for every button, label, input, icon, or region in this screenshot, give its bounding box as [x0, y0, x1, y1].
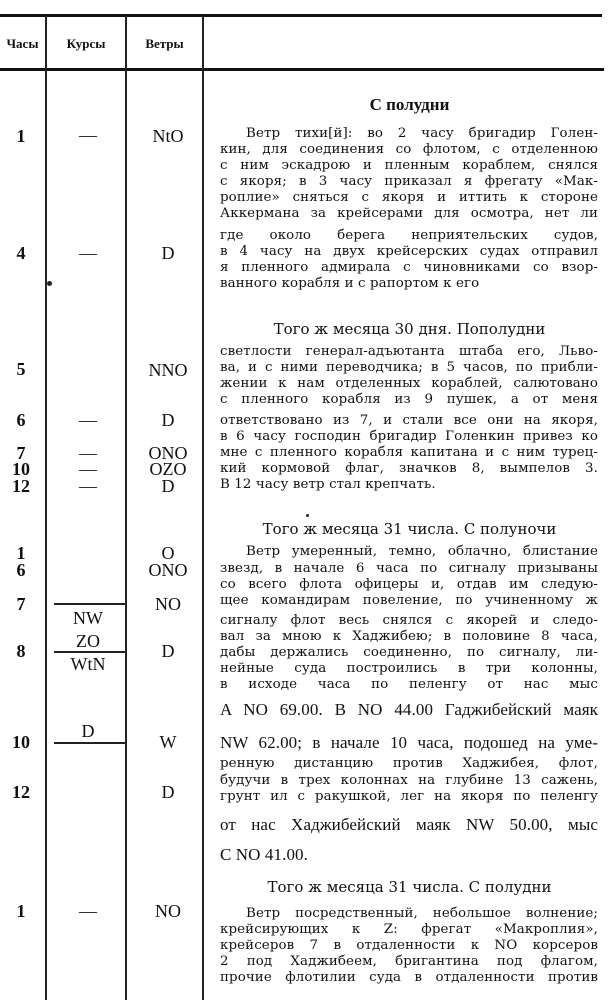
- course-cell: WtN: [70, 654, 106, 674]
- log-text-line: с якоря; в 3 часу приказал я фрегату «Мак-: [220, 174, 598, 189]
- log-text-line: Ветр тихи[й]: во 2 часу бригадир Голен-: [246, 126, 598, 141]
- log-text-line: звезд, в начале 6 часа по сигналу призываны: [220, 561, 598, 576]
- hour-cell: 1: [16, 543, 26, 563]
- course-change-rule: [54, 651, 126, 653]
- log-text-line: кий кормовой флаг, значков 8, вымпелов 3.: [220, 461, 598, 476]
- log-text-line: в 6 часу господин бригадир Голенкин привез ко: [220, 429, 598, 444]
- course-cell: NW: [73, 608, 103, 628]
- ink-speck: [47, 281, 52, 286]
- hour-cell: 12: [12, 476, 30, 496]
- wind-cell: O: [161, 543, 175, 563]
- log-text-line: Аккермана за крейсерами для осмотра, нет ли: [220, 206, 598, 221]
- course-cell: —: [79, 459, 97, 479]
- hour-cell: 7: [16, 594, 26, 614]
- wind-cell: D: [161, 243, 175, 263]
- section-heading: Того ж месяца 30 дня. Пополудни: [273, 320, 546, 338]
- wind-cell: NNO: [148, 360, 188, 380]
- wind-cell: ONO: [148, 443, 188, 463]
- course-cell: —: [79, 476, 97, 496]
- hour-cell: 1: [16, 126, 26, 146]
- log-text-line: В 12 часу ветр стал крепчать.: [220, 477, 436, 492]
- bearing-line: C NO 41.00.: [220, 845, 308, 864]
- hour-cell: 8: [16, 641, 26, 661]
- log-text-line: нейные суда построились в три колонны,: [220, 661, 598, 676]
- log-text-line: светлости генерал-адъютанта штаба его, Льво-: [220, 344, 598, 359]
- wind-cell: D: [161, 410, 175, 430]
- log-text-line: жении к нам отделенных кораблей, салютовано: [220, 376, 598, 391]
- wind-cell: OZO: [149, 459, 187, 479]
- course-cell: —: [79, 125, 97, 145]
- column-divider-winds: [202, 16, 204, 1000]
- header-winds: Ветры: [145, 36, 184, 51]
- course-cell: —: [79, 901, 97, 921]
- log-text-line: ренную дистанцию против Хаджибея, флот,: [220, 756, 598, 771]
- course-change-rule: [54, 603, 126, 605]
- log-text-line: грунт ил с ракушкой, лег на якоря по пеленгу: [220, 789, 598, 804]
- wind-cell: W: [159, 732, 177, 752]
- hour-cell: 10: [12, 732, 30, 752]
- wind-cell: D: [161, 782, 175, 802]
- hour-cell: 12: [12, 782, 30, 802]
- wind-cell: NtO: [152, 126, 184, 146]
- column-divider-courses: [125, 16, 127, 1000]
- log-text-line: щее командирам повеление, по учиненному ж: [220, 593, 598, 608]
- hour-cell: 6: [16, 410, 26, 430]
- log-text-line: будучи в трех колоннах на глубине 13 сажень,: [220, 773, 598, 788]
- section-heading: Того ж месяца 31 числа. С полудни: [267, 878, 552, 896]
- top-rule: [0, 14, 602, 17]
- log-text-line: крейсеров 7 в отдаленности к NO корсеров: [220, 938, 598, 953]
- log-text-line: вал за мною к Хаджибею; в половине 8 часа,: [220, 629, 598, 644]
- ink-speck: [306, 514, 309, 517]
- header-courses: Курсы: [66, 36, 106, 51]
- course-cell: —: [79, 443, 97, 463]
- bearing-line: A NO 69.00. B NO 44.00 Гаджибейский маяк: [220, 700, 598, 719]
- course-cell: —: [79, 243, 97, 263]
- wind-cell: NO: [155, 901, 181, 921]
- hour-cell: 4: [16, 243, 26, 263]
- log-text-line: в 4 часу на двух крейсерских судах отправил: [220, 244, 598, 259]
- log-text-line: с ним эскадрою и пленным кораблем, снялся: [220, 158, 598, 173]
- course-cell: —: [79, 410, 97, 430]
- hour-cell: 1: [16, 901, 26, 921]
- log-text-line: Ветр посредственный, небольшое волнение;: [246, 906, 598, 921]
- log-text-line: в исходе часа по пеленгу от нас мыс: [220, 677, 598, 692]
- header-hours: Часы: [6, 36, 39, 51]
- column-divider-hours: [45, 16, 47, 1000]
- hour-cell: 7: [16, 443, 26, 463]
- log-text-line: роплие» сняться с якоря и иттить к стороне: [220, 190, 598, 205]
- course-change-rule: [54, 742, 126, 744]
- log-text-line: ответствовано из 7, и стали все они на якоря,: [220, 413, 598, 428]
- log-text-line: дабы держались соединенно, по сигналу, ли-: [220, 645, 598, 660]
- log-text-line: где около берега неприятельских судов,: [220, 228, 598, 243]
- log-text-line: со всего флота офицеры и, отдав им следую-: [220, 577, 598, 592]
- log-text-line: с пленного корабля из 9 пушек, а от меня: [220, 392, 598, 407]
- log-text-line: Ветр умеренный, темно, облачно, блистание: [246, 544, 598, 559]
- log-text-line: кин, для соединения со флотом, с отделенною: [220, 142, 598, 157]
- log-text-line: мне с пленного корабля капитана и с ним турец-: [220, 445, 598, 460]
- log-text-line: крейсирующих к Z: фрегат «Макроплия»,: [220, 922, 598, 937]
- log-text-line: ва, и с ними переводчика; в 5 часов, по прибли-: [220, 360, 598, 375]
- bearing-line: NW 62.00; в начале 10 часа, подошед на уме-: [220, 733, 598, 752]
- section-heading: Того ж месяца 31 числа. С полуночи: [262, 520, 557, 538]
- course-cell: D: [81, 721, 95, 741]
- log-text-line: сигналу флот весь снялся с якорей и следо-: [220, 613, 598, 628]
- log-text-line: прочие флотилии суда в отдаленности против: [220, 970, 598, 985]
- log-text-line: ванного корабля и с рапортом к его: [220, 276, 480, 291]
- log-text-line: я пленного адмирала с чиновниками со взор-: [220, 260, 598, 275]
- hour-cell: 5: [16, 359, 26, 379]
- log-text-line: 2 под Хаджибеем, бригантина под флагом,: [220, 954, 598, 969]
- wind-cell: D: [161, 641, 175, 661]
- section-heading: С полудни: [369, 95, 450, 114]
- course-cell: ZO: [76, 631, 100, 651]
- bearing-line: от нас Хаджибейский маяк NW 50.00, мыс: [220, 815, 598, 834]
- wind-cell: ONO: [148, 560, 188, 580]
- hour-cell: 10: [12, 459, 30, 479]
- hour-cell: 6: [16, 560, 26, 580]
- wind-cell: D: [161, 476, 175, 496]
- wind-cell: NO: [155, 594, 181, 614]
- header-rule: [0, 68, 604, 71]
